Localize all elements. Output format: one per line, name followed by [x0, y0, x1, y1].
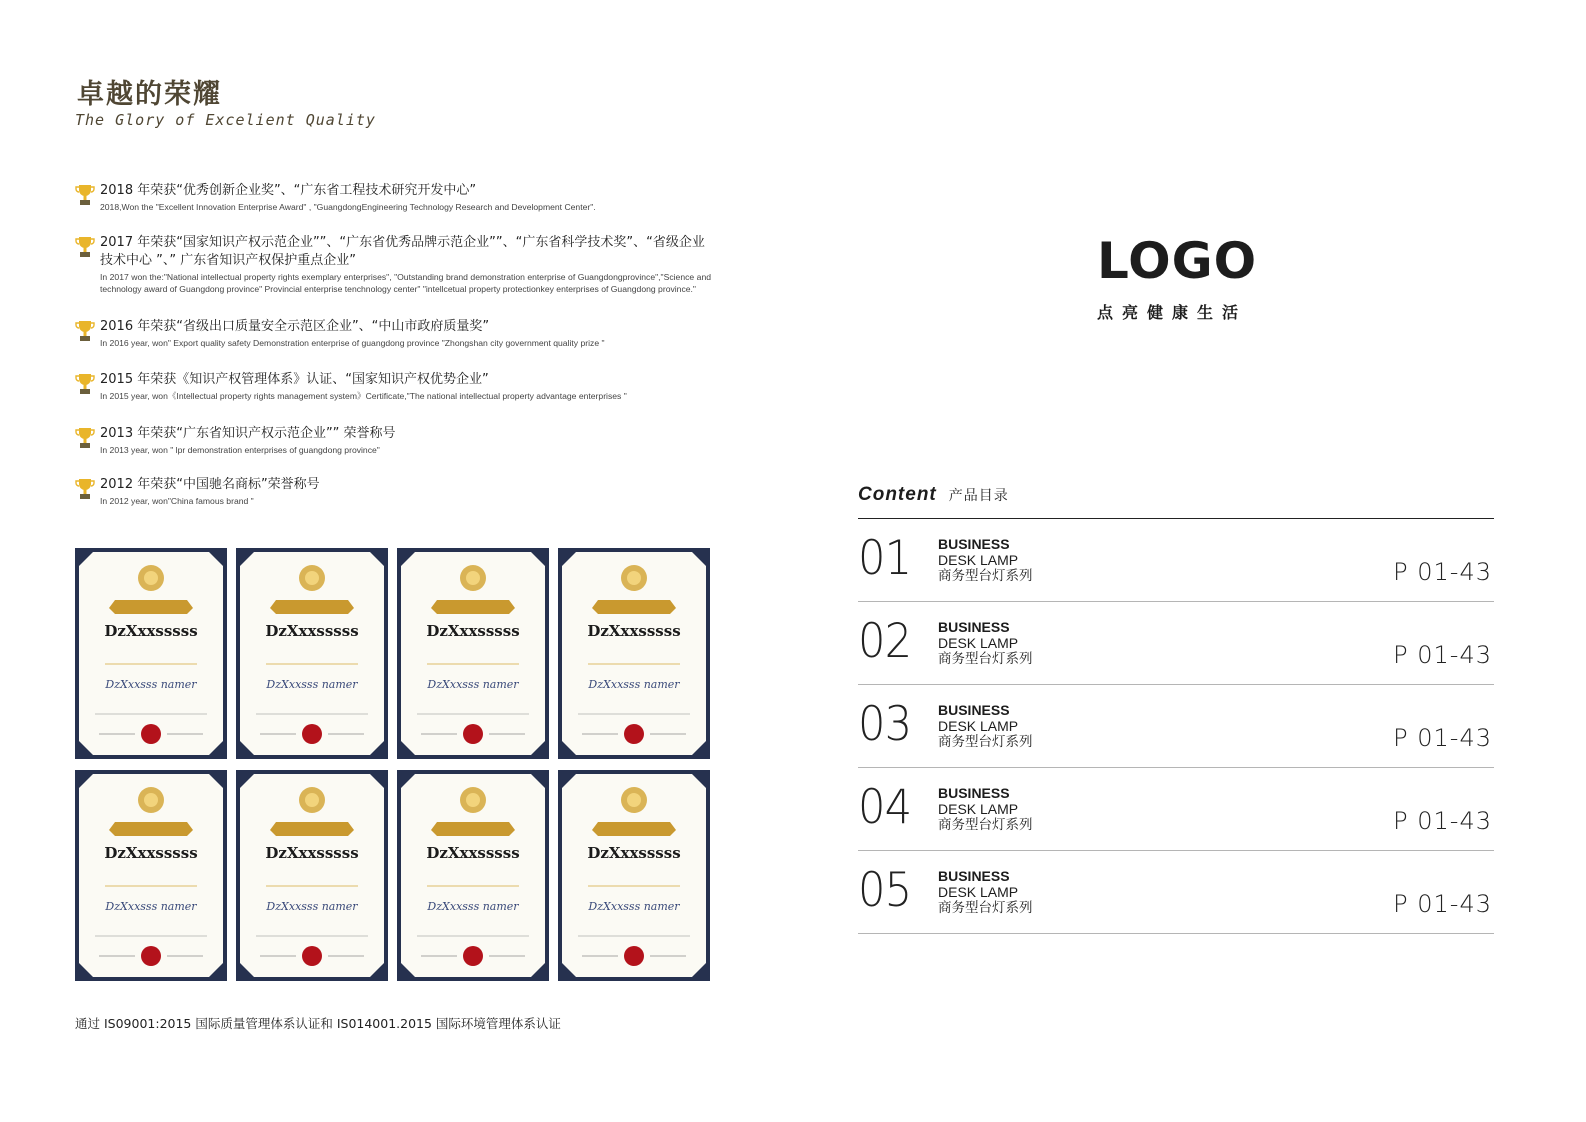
toc-title-line1: BUSINESS — [938, 536, 1010, 552]
trophy-icon — [75, 184, 95, 206]
toc-title-zh: 商务型台灯系列 — [938, 651, 1033, 667]
certificate-image — [558, 770, 710, 981]
toc-number: 02 — [858, 614, 912, 669]
toc-heading-zh: 产品目录 — [948, 488, 1009, 504]
toc-title-line2: DESK LAMP — [938, 718, 1019, 734]
toc-heading — [858, 484, 1009, 506]
toc-title-line1: BUSINESS — [938, 868, 1010, 884]
toc-title-line2: DESK LAMP — [938, 635, 1019, 651]
honor-en: In 2017 won the:"National intellectual property rights exemplary enterprises", "Outstanding brand demonstration enterprise of Guangdongprovince","Science and technology award of Guangdong province" Provincial enterprise tenchnology center" "intellcetual property protectionkey enterprises of Guangdong province." — [100, 271, 711, 294]
toc-title-zh: 商务型台灯系列 — [938, 817, 1033, 833]
honor-zh: 2018 年荣获“优秀创新企业奖”、“广东省工程技术研究开发中心” — [100, 183, 477, 198]
certificate-image — [558, 548, 710, 759]
honor-item — [75, 182, 711, 214]
toc-title-zh: 商务型台灯系列 — [938, 568, 1033, 584]
honor-item — [75, 476, 711, 508]
toc-title-zh: 商务型台灯系列 — [938, 734, 1033, 750]
honor-en: In 2016 year, won" Export quality safety Demonstration enterprise of guangdong province "Zhongshan city government quality prize " — [100, 337, 605, 348]
certificate-signature: DzXxxsss namer — [105, 678, 197, 691]
toc-page-range: P 01-43 — [1393, 807, 1492, 835]
page-title: 卓越的荣耀 — [77, 79, 222, 110]
certificate-signature: DzXxxsss namer — [427, 900, 519, 913]
logo-slogan: 点亮健康生活 — [1097, 303, 1248, 322]
trophy-icon — [75, 320, 95, 342]
certificate-title: DzXxxsssss — [265, 844, 359, 862]
page-subtitle: The Glory of Excelient Quality — [75, 111, 376, 129]
toc-number: 01 — [858, 531, 912, 586]
toc-entry[interactable] — [858, 768, 1494, 851]
toc-title-zh: 商务型台灯系列 — [938, 900, 1033, 916]
honor-item — [75, 318, 711, 350]
honor-en: 2018,Won the "Excellent Innovation Enterprise Award" , "GuangdongEngineering Technology Research and Development Center". — [100, 202, 596, 212]
trophy-icon — [75, 236, 95, 258]
honor-zh: 2015 年荣获《知识产权管理体系》认证、“国家知识产权优势企业” — [100, 372, 489, 387]
toc-entry[interactable] — [858, 851, 1494, 934]
certificate-signature: DzXxxsss namer — [266, 900, 358, 913]
toc-title-line1: BUSINESS — [938, 785, 1010, 801]
certificate-signature: DzXxxsss namer — [105, 900, 197, 913]
honor-item — [75, 234, 711, 296]
certificate-image — [75, 770, 227, 981]
honor-en: In 2013 year, won " lpr demonstration enterprises of guangdong province" — [100, 444, 380, 455]
toc-page-range: P 01-43 — [1393, 890, 1492, 918]
toc-number: 04 — [858, 780, 912, 835]
certificate-image — [236, 770, 388, 981]
honor-zh: 2013 年荣获“广东省知识产权示范企业”” 荣誉称号 — [100, 425, 396, 441]
toc-page-range: P 01-43 — [1393, 724, 1492, 752]
certificate-image — [397, 770, 549, 981]
certificate-signature: DzXxxsss namer — [588, 678, 680, 691]
trophy-icon — [75, 427, 95, 449]
toc-title-line1: BUSINESS — [938, 619, 1010, 635]
toc-number: 05 — [858, 863, 912, 918]
toc-entry[interactable] — [858, 519, 1494, 602]
honor-list — [75, 182, 711, 508]
honor-en: In 2015 year, won《Intellectual property rights management system》Certificate,"The national intellectual property advantage enterprises " — [100, 391, 627, 401]
honor-item — [75, 425, 711, 457]
toc-heading-en: Content — [858, 484, 937, 505]
honor-zh: 2016 年荣获“省级出口质量安全示范区企业”、“中山市政府质量奖” — [100, 318, 490, 334]
certificate-grid — [75, 548, 711, 981]
certificate-title: DzXxxsssss — [426, 844, 520, 862]
certificate-signature: DzXxxsss namer — [427, 678, 519, 691]
honor-item — [75, 371, 711, 403]
toc-page-range: P 01-43 — [1393, 558, 1492, 586]
certificate-image — [397, 548, 549, 759]
certificate-signature: DzXxxsss namer — [588, 900, 680, 913]
certificate-image — [236, 548, 388, 759]
honor-en: In 2012 year, won"China famous brand " — [100, 496, 254, 506]
toc-title-line2: DESK LAMP — [938, 552, 1019, 568]
table-of-contents — [858, 518, 1494, 934]
trophy-icon — [75, 478, 95, 500]
toc-entry[interactable] — [858, 602, 1494, 685]
honor-zh: 2012 年荣获“中国驰名商标”荣誉称号 — [100, 477, 320, 492]
honor-zh: 2017 年荣获“国家知识产权示范企业””、“广东省优秀品牌示范企业””、“广东省科学技术奖”、“省级企业技术中心 ”、” 广东省知识产权保护重点企业” — [100, 234, 705, 268]
certificate-title: DzXxxsssss — [104, 844, 198, 862]
certification-note: 通过 IS09001:2015 国际质量管理体系认证和 IS014001.2015 国际环境管理体系认证 — [75, 1016, 561, 1031]
certificate-image — [75, 548, 227, 759]
toc-page-range: P 01-43 — [1393, 641, 1492, 669]
certificate-title: DzXxxsssss — [426, 622, 520, 640]
certificate-signature: DzXxxsss namer — [266, 678, 358, 691]
trophy-icon — [75, 373, 95, 395]
toc-title-line1: BUSINESS — [938, 702, 1010, 718]
toc-title-line2: DESK LAMP — [938, 884, 1019, 900]
logo: LOGO — [1097, 232, 1258, 290]
toc-title-line2: DESK LAMP — [938, 801, 1019, 817]
certificate-title: DzXxxsssss — [587, 622, 681, 640]
certificate-title: DzXxxsssss — [587, 844, 681, 862]
toc-number: 03 — [858, 697, 912, 752]
certificate-title: DzXxxsssss — [104, 622, 198, 640]
certificate-title: DzXxxsssss — [265, 622, 359, 640]
toc-entry[interactable] — [858, 685, 1494, 768]
